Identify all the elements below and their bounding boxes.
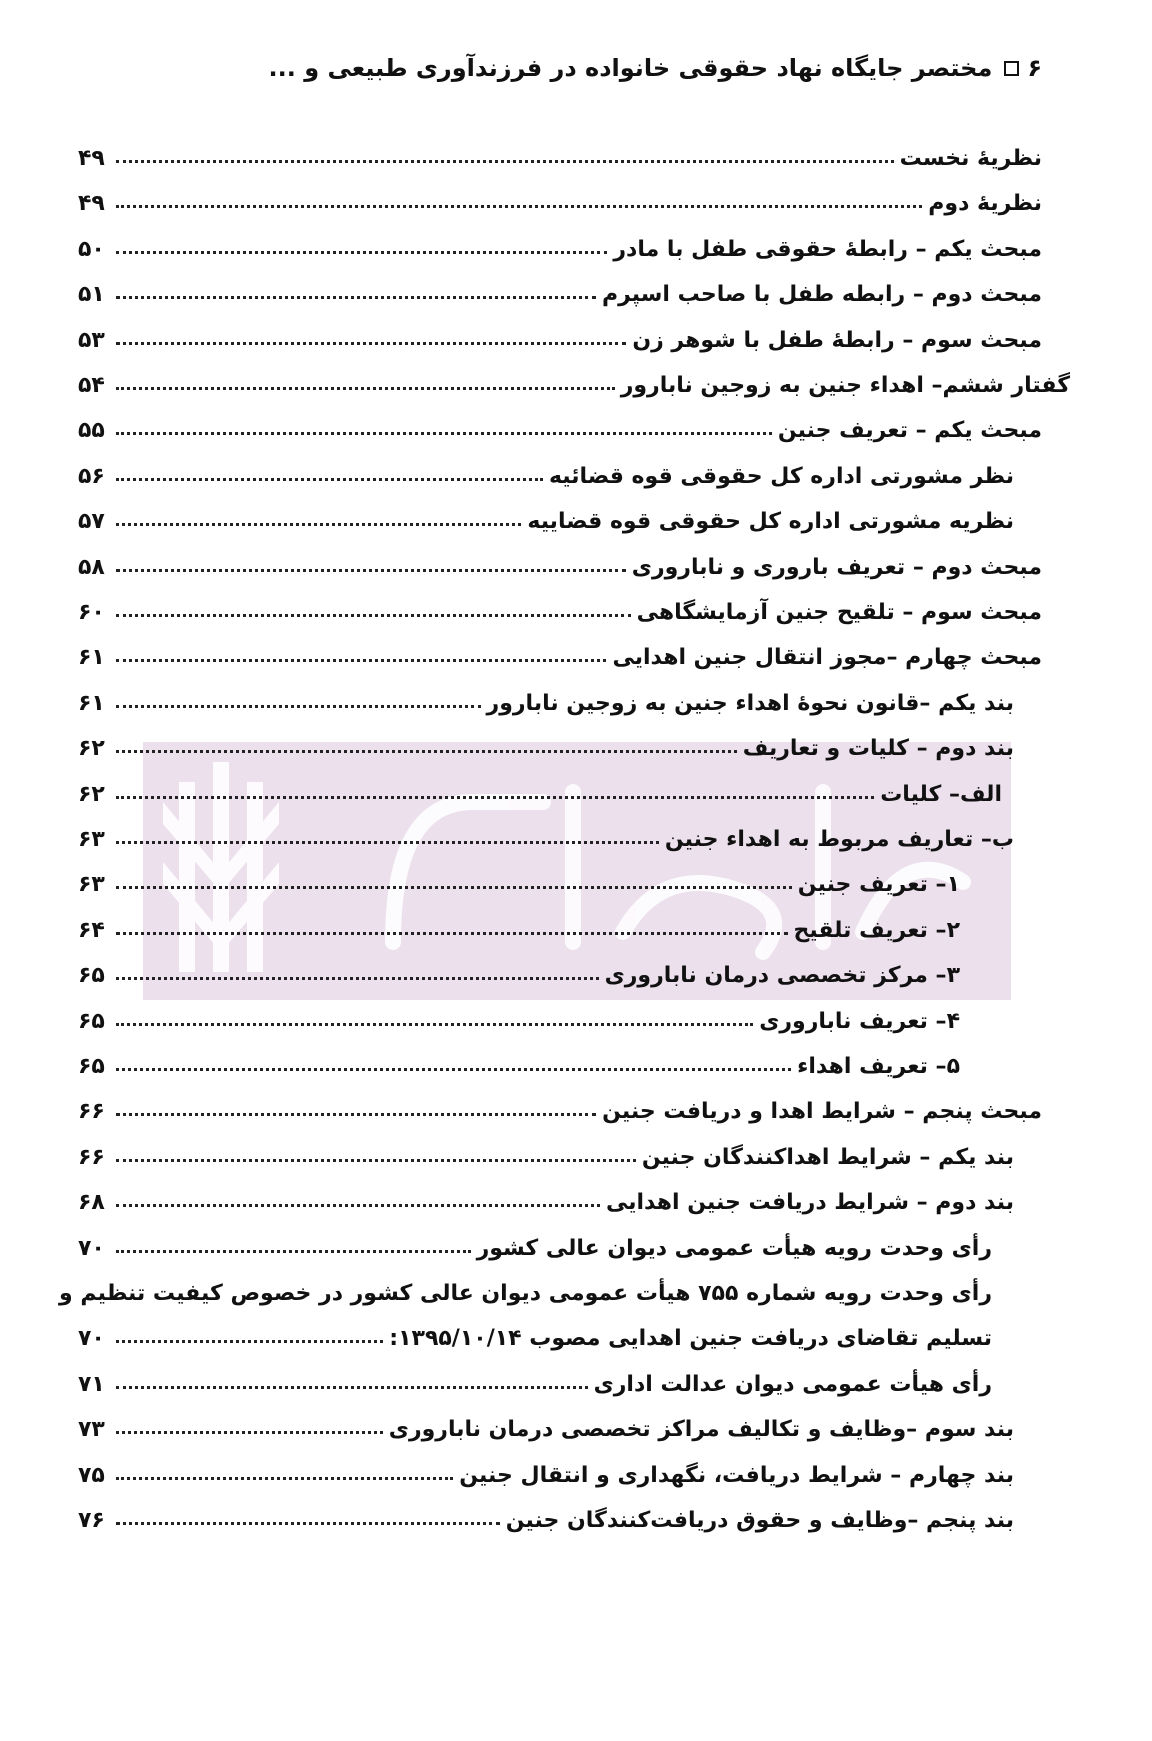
toc-entry-page: ۷۰ — [78, 1325, 105, 1351]
toc-entry-page: ۶۴ — [78, 917, 105, 943]
toc-entry — [78, 1216, 992, 1262]
dot-leader — [116, 296, 596, 299]
toc-entry-title: نظریهٔ دوم — [928, 190, 1042, 216]
toc-entry — [78, 217, 1042, 263]
toc-entry — [78, 308, 1042, 354]
dot-leader — [116, 1113, 596, 1116]
toc-entry — [78, 1079, 1042, 1125]
dot-leader — [116, 841, 659, 844]
toc-entry — [78, 943, 960, 989]
toc-entry — [78, 398, 1042, 444]
toc-entry-page: ۵۴ — [78, 372, 105, 398]
book-title: مختصر جایگاه نهاد حقوقی خانواده در فرزندآوری طبیعی و ... — [268, 54, 993, 82]
toc-entry-page: ۶۳ — [78, 871, 105, 897]
dot-leader — [116, 886, 792, 889]
toc-entry — [78, 1352, 992, 1398]
toc-entry — [78, 535, 1042, 581]
toc-entry — [78, 989, 960, 1035]
dot-leader — [116, 705, 481, 708]
toc-entry — [78, 807, 1014, 853]
toc-entry-page: ۷۱ — [78, 1371, 105, 1397]
toc-entry-title: نظریهٔ نخست — [899, 145, 1042, 171]
toc-entry-page: ۷۳ — [78, 1416, 105, 1442]
dot-leader — [116, 750, 737, 753]
dot-leader — [116, 1386, 588, 1389]
toc-entry-title: مبحث سوم – رابطهٔ طفل با شوهر زن — [632, 327, 1042, 353]
toc-entry-title: بند چهارم – شرایط دریافت، نگهداری و انتقال جنین — [459, 1462, 1014, 1488]
toc-entry-title: بند دوم – شرایط دریافت جنین اهدایی — [605, 1189, 1014, 1215]
toc-entry-page: ۶۳ — [78, 826, 105, 852]
toc-entry-page: ۶۸ — [78, 1189, 105, 1215]
dot-leader — [116, 1068, 791, 1071]
dot-leader — [116, 478, 543, 481]
dot-leader — [116, 569, 626, 572]
toc-entry — [78, 762, 1002, 808]
toc-entry-title: ۲– تعریف تلقیح — [793, 917, 960, 943]
toc-entry-title: تسلیم تقاضای دریافت جنین اهدایی مصوب ۱۳۹۵/۱۰/۱۴: — [389, 1325, 992, 1351]
toc-entry — [78, 852, 960, 898]
toc-entry-title: ب– تعاریف مربوط به اهداء جنین — [664, 826, 1014, 852]
toc-entry-page: ۵۳ — [78, 327, 105, 353]
toc-entry-page: ۶۵ — [78, 1053, 105, 1079]
dot-leader — [116, 796, 874, 799]
toc-entry-page: ۶۱ — [78, 690, 105, 716]
toc-entry-page: ۶۵ — [78, 962, 105, 988]
toc-entry — [78, 1488, 1014, 1534]
toc-entry-title: بند دوم – کلیات و تعاریف — [742, 735, 1014, 761]
toc-entry-title: گفتار ششم– اهداء جنین به زوجین نابارور — [620, 372, 1070, 398]
toc-entry — [78, 126, 1042, 172]
toc-entry-page: ۷۶ — [78, 1507, 105, 1533]
toc-entry-page: ۷۰ — [78, 1235, 105, 1261]
toc-entry-title: بند یکم –قانون نحوهٔ اهداء جنین به زوجین نابارور — [486, 690, 1014, 716]
toc-entry — [78, 1443, 1014, 1489]
toc-entry-page: ۶۲ — [78, 781, 105, 807]
dot-leader — [116, 1340, 383, 1343]
dot-leader — [116, 1250, 471, 1253]
dot-leader — [116, 523, 521, 526]
toc-entry-title: نظریه مشورتی اداره کل حقوقی قوه قضاییه — [527, 508, 1014, 534]
toc-entry — [78, 1306, 992, 1352]
toc-entry-page: ۷۵ — [78, 1462, 105, 1488]
dot-leader — [116, 205, 922, 208]
toc-entry-page: ۵۷ — [78, 508, 105, 534]
toc-entry-page: ۶۲ — [78, 735, 105, 761]
toc-entry — [78, 716, 1014, 762]
dot-leader — [116, 1023, 753, 1026]
toc-entry-page: ۵۱ — [78, 281, 105, 307]
dot-leader — [116, 342, 626, 345]
toc-entry-title: نظر مشورتی اداره کل حقوقی قوه قضائیه — [548, 463, 1014, 489]
toc-entry — [78, 353, 1070, 399]
dot-leader — [116, 977, 599, 980]
toc-entry-page: ۴۹ — [78, 190, 105, 216]
toc-entry-title: ۴– تعریف ناباروری — [759, 1008, 960, 1034]
toc-entry — [78, 1170, 1014, 1216]
dot-leader — [116, 1204, 600, 1207]
toc-entry-title: ۱– تعریف جنین — [797, 871, 960, 897]
dot-leader — [116, 614, 631, 617]
toc-entry-title: مبحث چهارم –مجوز انتقال جنین اهدایی — [612, 644, 1042, 670]
toc-entry — [78, 898, 960, 944]
toc-entry-page: ۴۹ — [78, 145, 105, 171]
toc-entry-title: رأی هیأت عمومی دیوان عدالت اداری — [593, 1371, 992, 1397]
toc-entry — [78, 171, 1042, 217]
toc-entry — [78, 625, 1042, 671]
dot-leader — [116, 1431, 383, 1434]
toc-entry — [78, 444, 1014, 490]
toc-entry-page: ۵۰ — [78, 236, 105, 262]
toc-entry — [78, 489, 1014, 535]
toc-entry-title: مبحث دوم – رابطه طفل با صاحب اسپرم — [601, 281, 1042, 307]
toc-entry-title: مبحث یکم – تعریف جنین — [777, 417, 1042, 443]
dot-leader — [116, 160, 894, 163]
toc-entry — [78, 1125, 1014, 1171]
toc-entry-page: ۵۸ — [78, 554, 105, 580]
toc-entry-title: الف– کلیات — [880, 781, 1002, 807]
toc-entry-title: مبحث پنجم – شرایط اهدا و دریافت جنین — [602, 1098, 1042, 1124]
toc-entry-page: ۵۵ — [78, 417, 105, 443]
toc-entry-page: ۶۰ — [78, 599, 105, 625]
dot-leader — [116, 1159, 636, 1162]
toc-entry-title: بند سوم –وظایف و تکالیف مراکز تخصصی درمان ناباروری — [388, 1416, 1014, 1442]
toc-entry — [59, 1261, 992, 1307]
toc-entry-title: رأی وحدت رویه شماره ۷۵۵ هیأت عمومی دیوان عالی کشور در خصوص کیفیت تنظیم و — [59, 1280, 992, 1306]
toc-entry — [78, 671, 1014, 717]
toc-entry-title: رأی وحدت رویه هیأت عمومی دیوان عالی کشور — [476, 1235, 992, 1261]
toc-entry — [78, 580, 1042, 626]
dot-leader — [116, 251, 607, 254]
dot-leader — [116, 432, 772, 435]
toc-entry-title: بند پنجم –وظایف و حقوق دریافت‌کنندگان جنین — [505, 1507, 1014, 1533]
toc-entry — [78, 1397, 1014, 1443]
toc-entry — [78, 1034, 960, 1080]
dot-leader — [116, 932, 788, 935]
dot-leader — [116, 387, 615, 390]
dot-leader — [116, 1477, 453, 1480]
toc-entry-title: ۳– مرکز تخصصی درمان ناباروری — [604, 962, 960, 988]
toc-entry-page: ۶۶ — [78, 1144, 105, 1170]
toc-entry — [78, 262, 1042, 308]
toc-entry-title: مبحث یکم – رابطهٔ حقوقی طفل با مادر — [613, 236, 1042, 262]
dot-leader — [116, 1522, 500, 1525]
toc-entry-page: ۶۶ — [78, 1098, 105, 1124]
toc-entry-title: مبحث سوم – تلقیح جنین آزمایشگاهی — [636, 599, 1042, 625]
toc-entry-page: ۶۵ — [78, 1008, 105, 1034]
dot-leader — [116, 659, 606, 662]
toc-entry-page: ۶۱ — [78, 644, 105, 670]
page-number: ۶ — [1027, 54, 1042, 82]
toc-entry-title: بند یکم – شرایط اهداکنندگان جنین — [641, 1144, 1014, 1170]
toc-entry-page: ۵۶ — [78, 463, 105, 489]
toc-entry-title: ۵– تعریف اهداء — [797, 1053, 960, 1079]
toc-entry-title: مبحث دوم – تعریف باروری و ناباروری — [631, 554, 1042, 580]
